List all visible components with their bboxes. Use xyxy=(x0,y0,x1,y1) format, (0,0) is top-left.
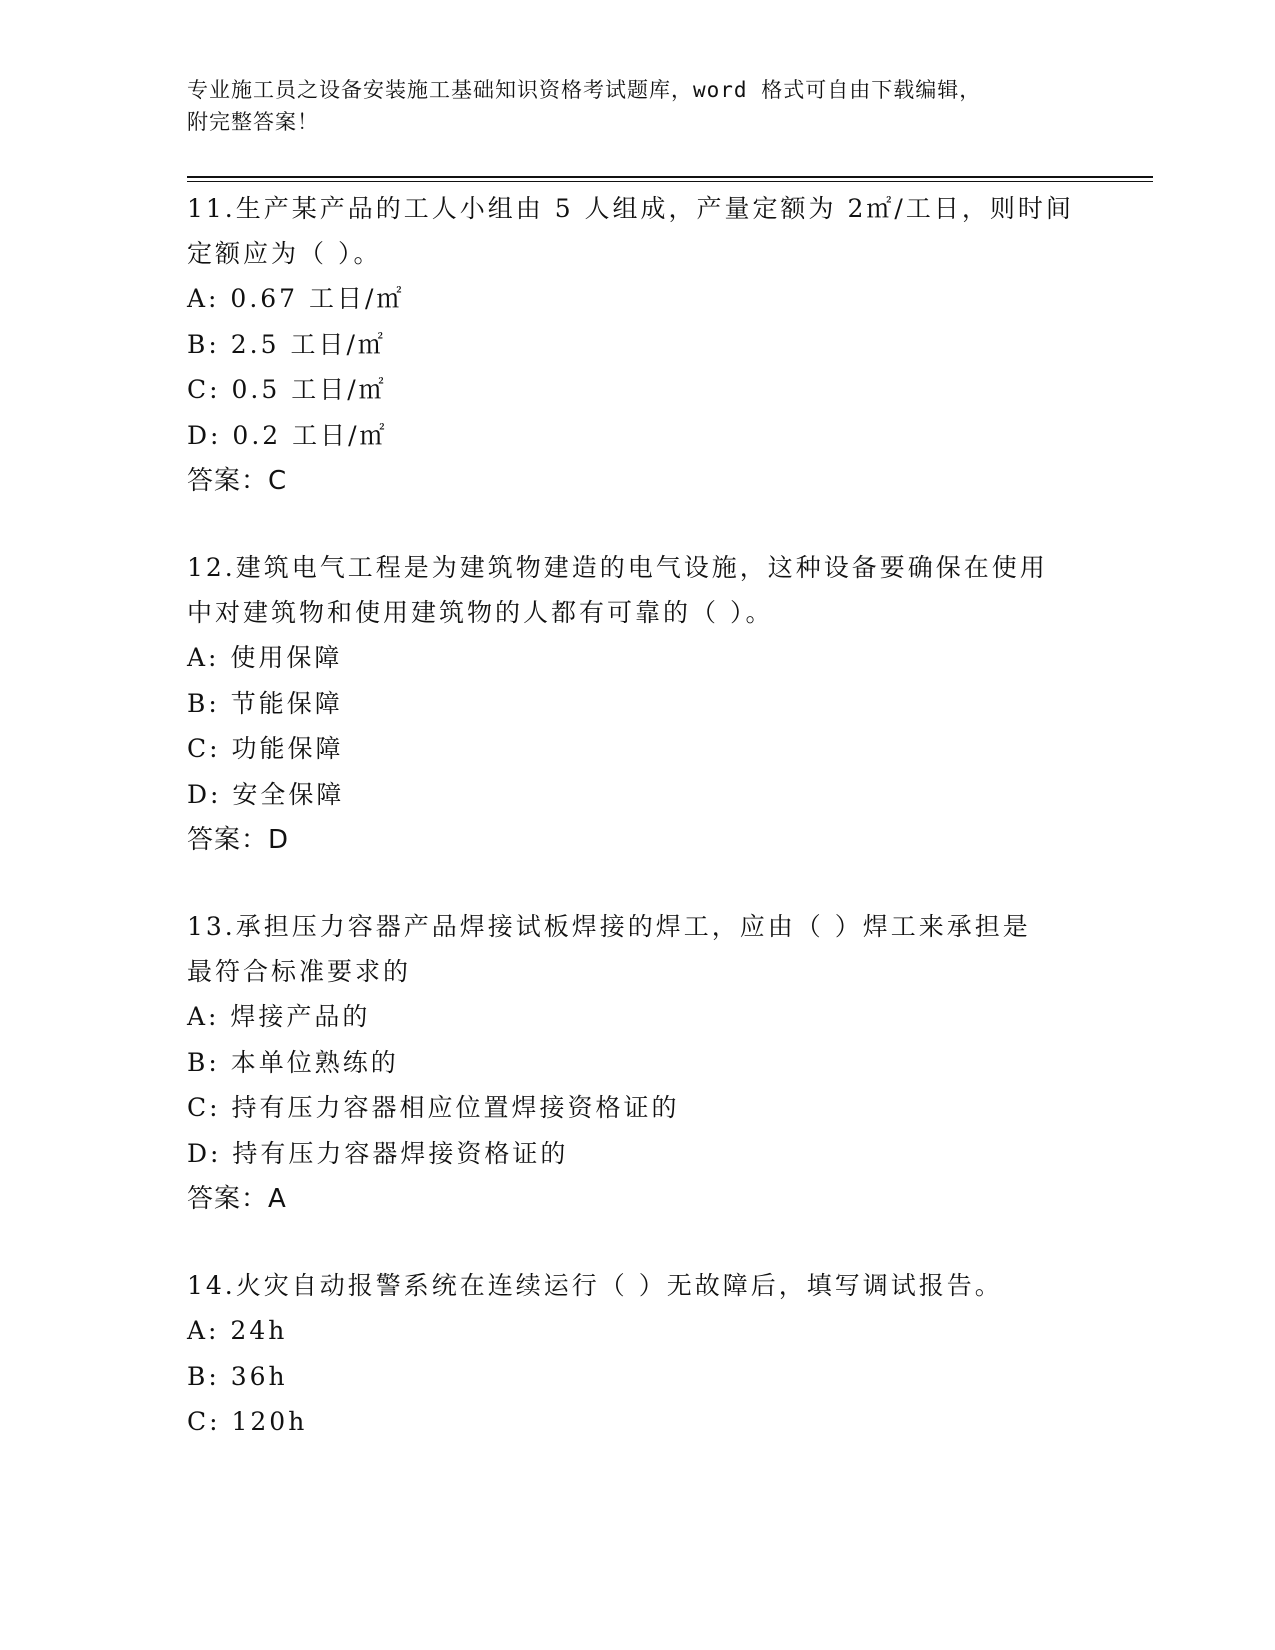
option-c: C: 持有压力容器相应位置焊接资格证的 xyxy=(187,1093,680,1122)
option-d: D: 0.2 工日/㎡ xyxy=(187,420,388,450)
answer-line: 答案：D xyxy=(187,825,290,855)
document-header xyxy=(187,74,1087,138)
question-text-line: 12.建筑电气工程是为建筑物建造的电气设施，这种设备要确保在使用 xyxy=(187,553,1048,582)
question-text-line: 14.火灾自动报警系统在连续运行（ ）无故障后，填写调试报告。 xyxy=(187,1271,1003,1300)
question-text-line: 中对建筑物和使用建筑物的人都有可靠的（ ）。 xyxy=(187,598,774,627)
option-a: A: 0.67 工日/㎡ xyxy=(187,284,405,313)
header-line-2: 附完整答案！ xyxy=(187,110,319,134)
question-12 xyxy=(187,545,1087,863)
answer-line: 答案：C xyxy=(187,466,288,496)
header-line-1: 专业施工员之设备安装施工基础知识资格考试题库，word 格式可自由下载编辑， xyxy=(187,78,982,102)
option-a: A: 焊接产品的 xyxy=(187,1002,371,1031)
option-b: B: 节能保障 xyxy=(187,688,343,718)
option-b: B: 36h xyxy=(187,1361,288,1391)
option-c: C: 功能保障 xyxy=(187,734,344,763)
option-b: B: 本单位熟练的 xyxy=(187,1047,399,1077)
option-c: C: 0.5 工日/㎡ xyxy=(187,375,387,404)
header-divider-thick xyxy=(187,176,1153,178)
question-text-line: 13.承担压力容器产品焊接试板焊接的焊工，应由（ ）焊工来承担是 xyxy=(187,912,1031,941)
question-text-line: 最符合标准要求的 xyxy=(187,957,412,986)
option-a: A: 24h xyxy=(187,1316,288,1345)
question-11 xyxy=(187,186,1087,504)
option-d: D: 持有压力容器焊接资格证的 xyxy=(187,1138,569,1168)
option-a: A: 使用保障 xyxy=(187,643,343,672)
option-c: C: 120h xyxy=(187,1407,308,1436)
question-text-line: 定额应为（ ）。 xyxy=(187,239,382,268)
question-14 xyxy=(187,1263,1087,1445)
question-13 xyxy=(187,904,1087,1222)
option-d: D: 安全保障 xyxy=(187,779,345,809)
header-divider-thin xyxy=(187,181,1153,182)
option-b: B: 2.5 工日/㎡ xyxy=(187,329,386,359)
answer-line: 答案：A xyxy=(187,1184,287,1214)
question-text-line: 11.生产某产品的工人小组由 5 人组成，产量定额为 2㎡/工日，则时间 xyxy=(187,194,1074,223)
